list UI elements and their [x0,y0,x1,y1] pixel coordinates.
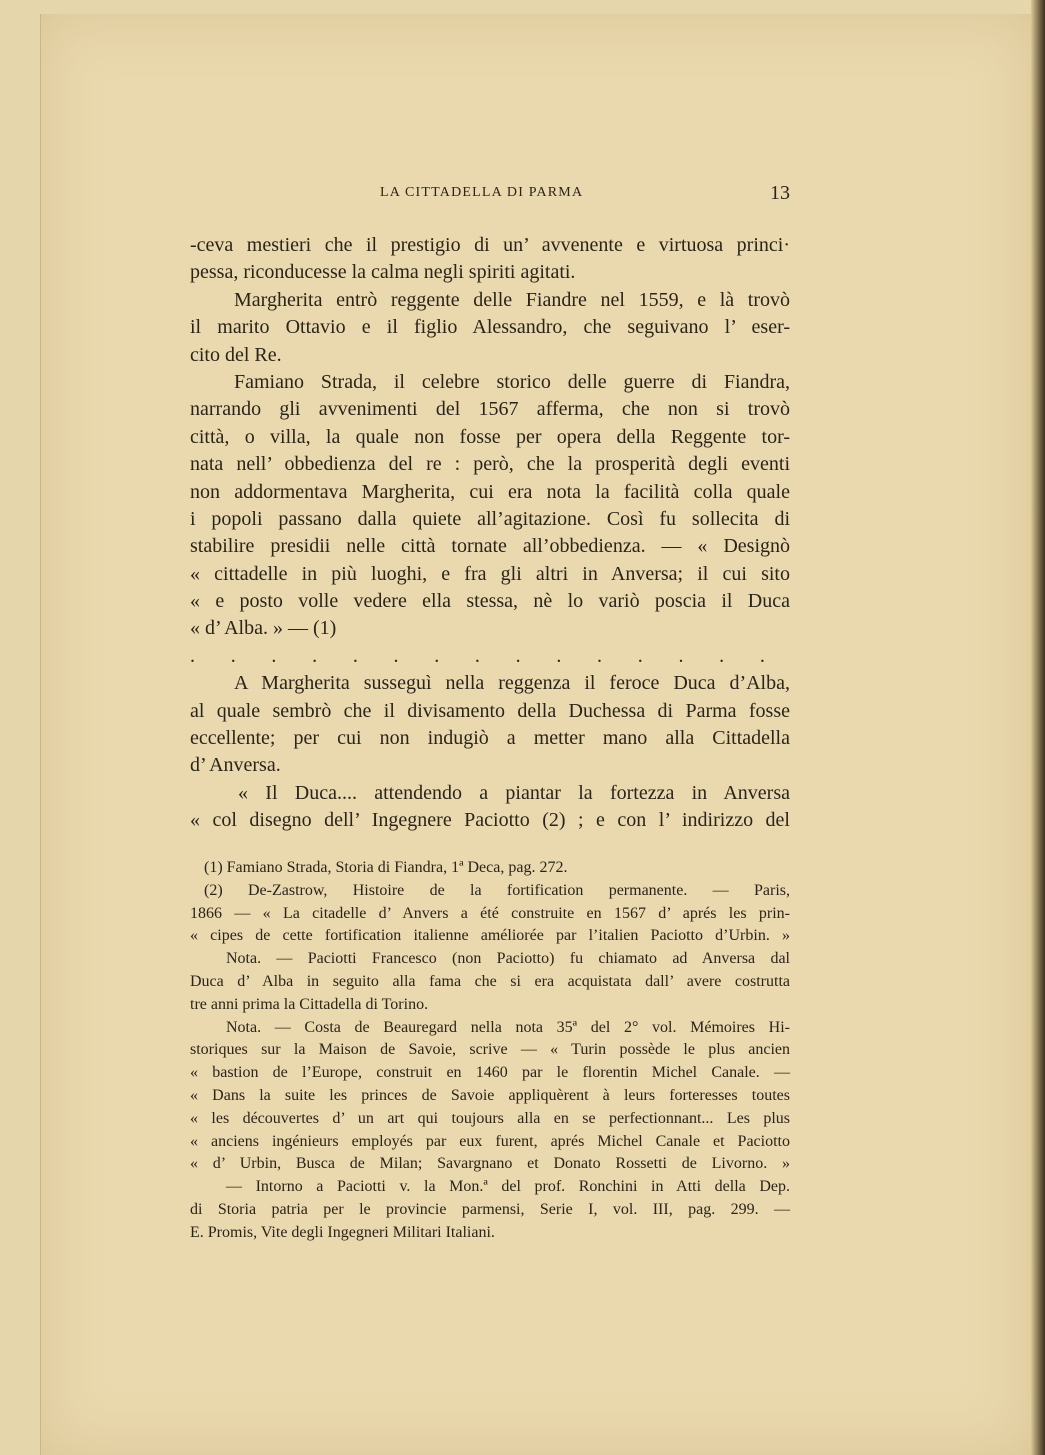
ellipsis-dot: . [637,644,643,667]
footnote-line: (2) De-Zastrow, Histoire de la fortification permanente. — Paris, [204,881,790,899]
footnote-line: « les découvertes d’ un art qui toujours alla en se perfectionnant... Les plus [190,1109,790,1127]
body-line: -ceva mestieri che il prestigio di un’ avvenente e virtuosa princi· [190,234,790,256]
footnote-line: « d’ Urbin, Busca de Milan; Savargnano et Donato Rossetti de Livorno. » [190,1155,790,1173]
ellipsis-dot: . [271,644,277,667]
footnote-line: Nota. — Paciotti Francesco (non Paciotto) fu chiamato ad Anversa dal [226,950,790,968]
body-line: al quale sembrò che il divisamento della Duchessa di Parma fosse [190,699,790,722]
footnote-line: di Storia patria per le provincie parmensi, Serie I, vol. III, pag. 299. — [190,1200,790,1218]
body-line: « col disegno dell’ Ingegnere Paciotto (2) ; e con l’ indirizzo del [190,809,790,832]
body-line: « Il Duca.... attendendo a piantar la fortezza in Anversa [238,781,790,804]
ellipsis-dot: . [312,644,318,667]
footnote-line: — Intorno a Paciotti v. la Mon.ª del prof. Ronchini in Atti della Dep. [226,1178,790,1196]
running-head [190,182,790,209]
body-line: « cittadelle in più luoghi, e fra gli altri in Anversa; il cui sito [190,562,790,585]
footnote-line: Duca d’ Alba in seguito alla fama che si era acquistata dall’ avere costrutta [190,972,790,990]
ellipsis-dot: . [719,644,725,667]
footnote-line: 1866 — « La citadelle d’ Anvers a été construite en 1567 d’ aprés les prin- [190,904,790,922]
footnote-line: Nota. — Costa de Beauregard nella nota 35ª del 2° vol. Mémoires Hi- [226,1018,790,1036]
ellipsis-dot: . [393,644,399,667]
body-line: A Margherita susseguì nella reggenza il feroce Duca d’Alba, [234,672,790,695]
body-line: Famiano Strada, il celebre storico delle guerre di Fiandra, [234,370,790,393]
body-text [190,232,790,835]
running-title: LA CITTADELLA DI PARMA [380,185,584,200]
footnote-line: tre anni prima la Cittadella di Torino. [190,995,429,1013]
footnote-line: (1) Famiano Strada, Storia di Fiandra, 1ª Deca, pag. 272. [204,859,568,876]
ellipsis-dot: . [434,644,440,667]
ellipsis-dot: . [190,644,195,667]
ellipsis-dot: . [759,644,765,667]
ellipsis-dot: . [597,644,603,667]
ellipsis-dot: . [556,644,562,667]
body-line: « e posto volle vedere ella stessa, nè lo variò poscia il Duca [190,590,790,613]
body-line: non addormentava Margherita, cui era nota la facilità colla quale [190,480,790,503]
footnote-line: storiques sur la Maison de Savoie, scrive — « Turin possède le plus ancien [190,1041,790,1059]
body-line: pessa, riconducesse la calma negli spiriti agitati. [190,261,576,284]
footnote-line: « cipes de cette fortification italienne améliorée par l’italien Paciotto d’Urbin. » [190,927,790,945]
body-line: cito del Re. [190,343,282,366]
footnote-line: « bastion de l’Europe, construit en 1460 par le florentin Michel Canale. — [190,1064,790,1082]
ellipsis-dot: . [230,644,236,667]
footnote-line: E. Promis, Vite degli Ingegneri Militari Italiani. [190,1223,495,1241]
body-line: Margherita entrò reggente delle Fiandre nel 1559, e là trovò [234,288,790,311]
body-line: stabilire presidii nelle città tornate all’obbedienza. — « Designò [190,535,790,558]
body-line: il marito Ottavio e il figlio Alessandro, che seguivano l’ eser- [190,316,790,339]
body-line: città, o villa, la quale non fosse per opera della Reggente tor- [190,425,790,448]
page-number: 13 [770,182,790,204]
ellipsis-dot: . [352,644,358,667]
body-line: i popoli passano dalla quiete all’agitazione. Così fu sollecita di [190,507,790,530]
ellipsis-row [190,643,790,670]
body-line: narrando gli avvenimenti del 1567 afferma, che non si trovò [190,398,790,421]
body-line: nata nell’ obbedienza del re : però, che la prosperità degli eventi [190,453,790,476]
ellipsis-dot: . [678,644,684,667]
body-line: d’ Anversa. [190,754,281,777]
body-line: « d’ Alba. » — (1) [190,617,337,640]
ellipsis-dot: . [515,644,521,667]
footnote-line: « anciens ingénieurs employés par eux furent, aprés Michel Canale et Paciotto [190,1132,790,1150]
page-edge [1031,0,1045,1455]
ellipsis-dot: . [474,644,480,667]
footnotes [190,857,790,1245]
body-line: eccellente; per cui non indugiò a metter mano alla Cittadella [190,727,790,750]
footnote-line: « Dans la suite les princes de Savoie appliquèrent à leurs forteresses toutes [190,1086,790,1104]
